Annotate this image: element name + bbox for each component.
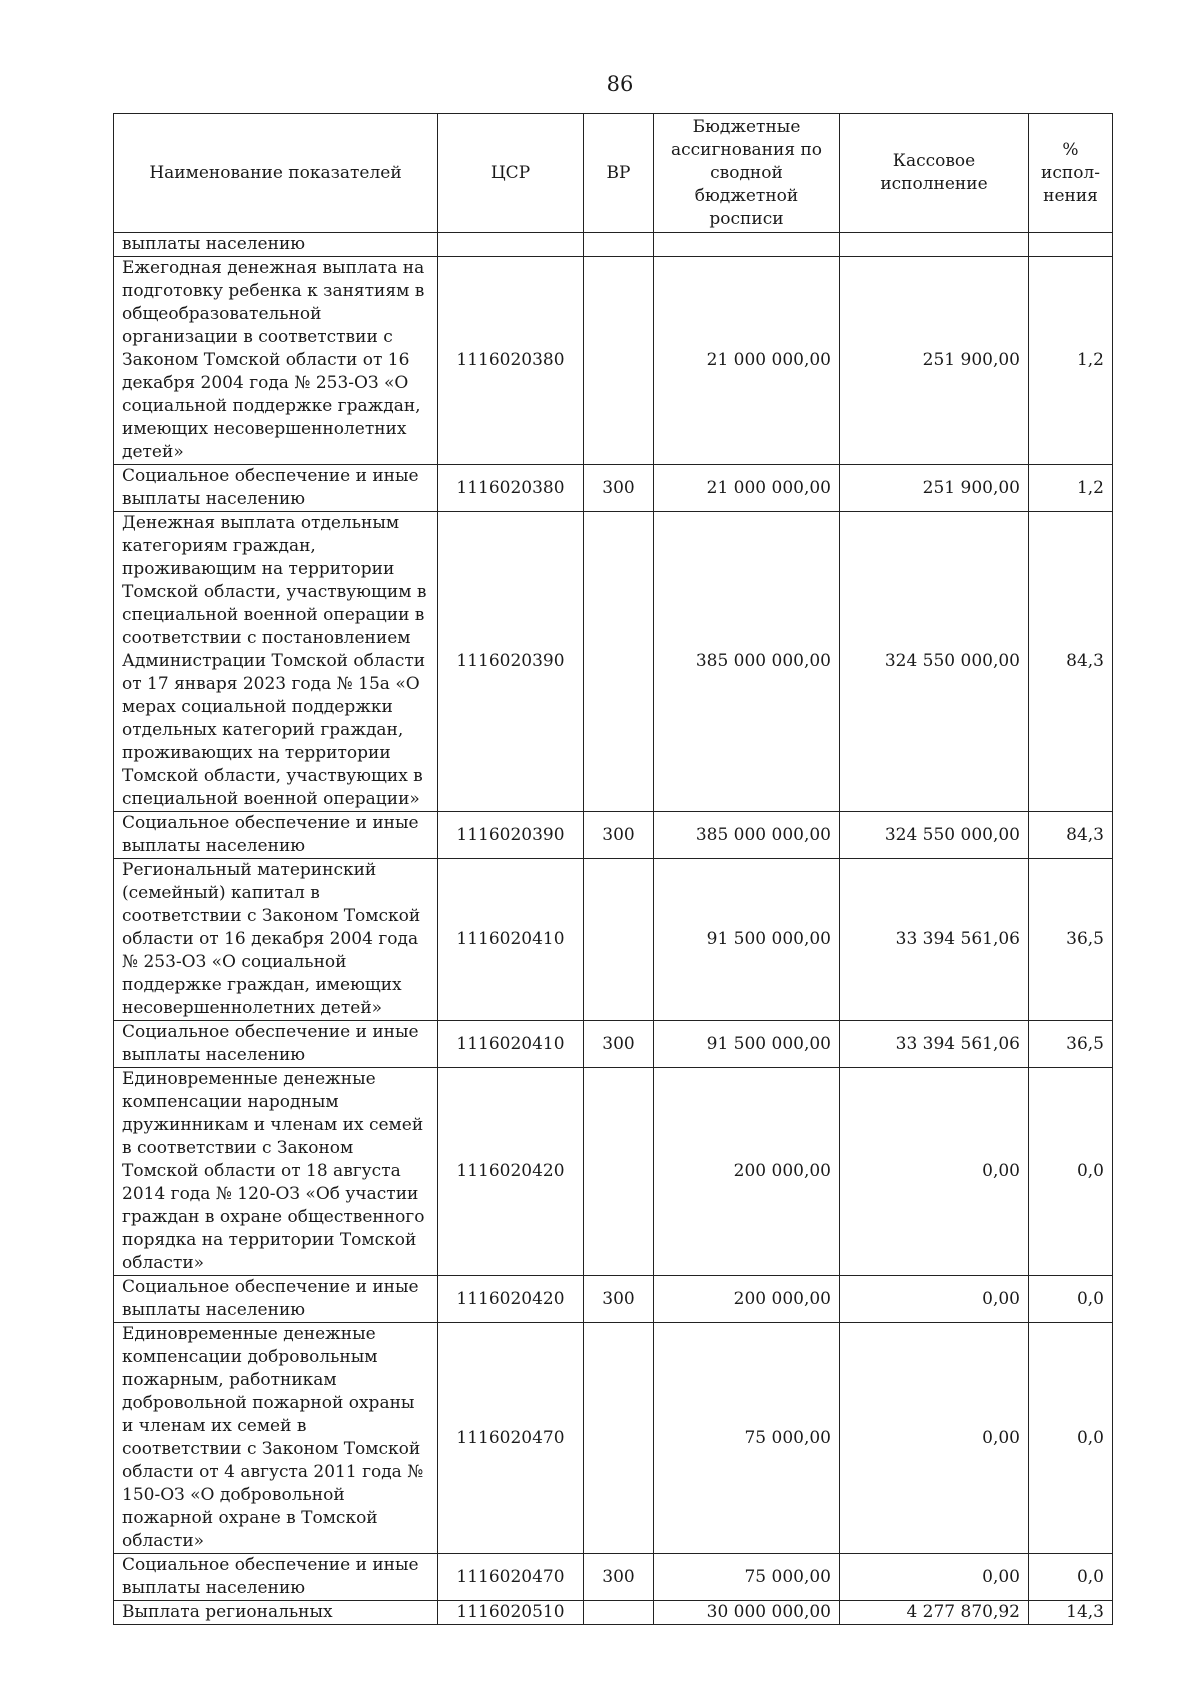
- table-row: [114, 233, 1113, 257]
- cell-allocations: 200 000,00: [654, 1068, 840, 1276]
- cell-name: Социальное обеспечение и иные выплаты населению: [114, 1276, 438, 1323]
- cell-allocations: 75 000,00: [654, 1323, 840, 1554]
- table-row: [114, 1276, 1113, 1323]
- cell-percent: 84,3: [1029, 812, 1113, 859]
- cell-percent: 84,3: [1029, 512, 1113, 812]
- cell-allocations: 200 000,00: [654, 1276, 840, 1323]
- cell-percent: 36,5: [1029, 1021, 1113, 1068]
- cell-percent: 0,0: [1029, 1068, 1113, 1276]
- cell-percent: 14,3: [1029, 1601, 1113, 1625]
- cell-csr: 1116020380: [438, 257, 584, 465]
- cell-name: Социальное обеспечение и иные выплаты населению: [114, 465, 438, 512]
- table-row: [114, 257, 1113, 465]
- header-allocations: Бюджетные ассигнования по сводной бюджетной росписи: [654, 114, 840, 233]
- cell-cash: 0,00: [840, 1276, 1029, 1323]
- header-name: Наименование показателей: [114, 114, 438, 233]
- cell-cash: 324 550 000,00: [840, 812, 1029, 859]
- cell-vr: 300: [584, 1276, 654, 1323]
- cell-vr: 300: [584, 812, 654, 859]
- cell-allocations: 21 000 000,00: [654, 257, 840, 465]
- table-row: [114, 859, 1113, 1021]
- table-row: [114, 1068, 1113, 1276]
- cell-vr: 300: [584, 1021, 654, 1068]
- cell-allocations: 385 000 000,00: [654, 512, 840, 812]
- cell-name: Выплата региональных: [114, 1601, 438, 1625]
- cell-name: Единовременные денежные компенсации народным дружинникам и членам их семей в соответствии с Законом Томской области от 18 августа 2014 года № 120-ОЗ «Об участии граждан в охране общественного порядка на территории Томской области»: [114, 1068, 438, 1276]
- cell-csr: 1116020380: [438, 465, 584, 512]
- cell-vr: [584, 1601, 654, 1625]
- cell-csr: 1116020410: [438, 859, 584, 1021]
- cell-vr: 300: [584, 465, 654, 512]
- cell-allocations: 21 000 000,00: [654, 465, 840, 512]
- cell-cash: [840, 233, 1029, 257]
- table-row: [114, 465, 1113, 512]
- cell-csr: 1116020390: [438, 812, 584, 859]
- cell-csr: 1116020410: [438, 1021, 584, 1068]
- cell-csr: 1116020510: [438, 1601, 584, 1625]
- cell-percent: 36,5: [1029, 859, 1113, 1021]
- cell-allocations: 385 000 000,00: [654, 812, 840, 859]
- table-header-row: [114, 114, 1113, 233]
- cell-name: выплаты населению: [114, 233, 438, 257]
- header-percent: % испол-нения: [1029, 114, 1113, 233]
- table-row: [114, 812, 1113, 859]
- cell-csr: 1116020470: [438, 1554, 584, 1601]
- cell-vr: [584, 233, 654, 257]
- cell-percent: 1,2: [1029, 465, 1113, 512]
- header-cash: Кассовое исполнение: [840, 114, 1029, 233]
- cell-name: Денежная выплата отдельным категориям граждан, проживающим на территории Томской области, участвующим в специальной военной операции в соответствии с постановлением Администрации Томской области от 17 января 2023 года № 15а «О мерах социальной поддержки отдельных категорий граждан, проживающих на территории Томской области, участвующих в специальной военной операции»: [114, 512, 438, 812]
- cell-cash: 251 900,00: [840, 465, 1029, 512]
- cell-vr: [584, 1323, 654, 1554]
- cell-csr: 1116020420: [438, 1068, 584, 1276]
- table-row: [114, 1021, 1113, 1068]
- cell-cash: 0,00: [840, 1068, 1029, 1276]
- cell-allocations: 91 500 000,00: [654, 1021, 840, 1068]
- cell-vr: [584, 1068, 654, 1276]
- table-row: [114, 1601, 1113, 1625]
- cell-cash: 0,00: [840, 1323, 1029, 1554]
- header-vr: ВР: [584, 114, 654, 233]
- cell-name: Региональный материнский (семейный) капитал в соответствии с Законом Томской области от 16 декабря 2004 года № 253-ОЗ «О социальной поддержке граждан, имеющих несовершеннолетних детей»: [114, 859, 438, 1021]
- cell-allocations: 91 500 000,00: [654, 859, 840, 1021]
- cell-cash: 251 900,00: [840, 257, 1029, 465]
- cell-percent: [1029, 233, 1113, 257]
- cell-name: Единовременные денежные компенсации добровольным пожарным, работникам добровольной пожарной охраны и членам их семей в соответствии с Законом Томской области от 4 августа 2011 года № 150-ОЗ «О добровольной пожарной охране в Томской области»: [114, 1323, 438, 1554]
- table-row: [114, 1554, 1113, 1601]
- header-csr: ЦСР: [438, 114, 584, 233]
- cell-name: Социальное обеспечение и иные выплаты населению: [114, 1554, 438, 1601]
- cell-percent: 0,0: [1029, 1276, 1113, 1323]
- cell-percent: 0,0: [1029, 1554, 1113, 1601]
- cell-cash: 33 394 561,06: [840, 1021, 1029, 1068]
- cell-cash: 0,00: [840, 1554, 1029, 1601]
- cell-cash: 33 394 561,06: [840, 859, 1029, 1021]
- cell-vr: [584, 859, 654, 1021]
- cell-allocations: 75 000,00: [654, 1554, 840, 1601]
- cell-csr: [438, 233, 584, 257]
- cell-name: Социальное обеспечение и иные выплаты населению: [114, 812, 438, 859]
- budget-table: [113, 113, 1113, 1625]
- cell-percent: 1,2: [1029, 257, 1113, 465]
- cell-vr: [584, 512, 654, 812]
- cell-csr: 1116020470: [438, 1323, 584, 1554]
- cell-cash: 4 277 870,92: [840, 1601, 1029, 1625]
- cell-name: Ежегодная денежная выплата на подготовку ребенка к занятиям в общеобразовательной организации в соответствии с Законом Томской области от 16 декабря 2004 года № 253-ОЗ «О социальной поддержке граждан, имеющих несовершеннолетних детей»: [114, 257, 438, 465]
- table-row: [114, 512, 1113, 812]
- cell-vr: [584, 257, 654, 465]
- cell-name: Социальное обеспечение и иные выплаты населению: [114, 1021, 438, 1068]
- cell-csr: 1116020390: [438, 512, 584, 812]
- cell-csr: 1116020420: [438, 1276, 584, 1323]
- cell-allocations: [654, 233, 840, 257]
- cell-percent: 0,0: [1029, 1323, 1113, 1554]
- cell-allocations: 30 000 000,00: [654, 1601, 840, 1625]
- cell-vr: 300: [584, 1554, 654, 1601]
- page-number: 86: [606, 72, 634, 96]
- table-row: [114, 1323, 1113, 1554]
- cell-cash: 324 550 000,00: [840, 512, 1029, 812]
